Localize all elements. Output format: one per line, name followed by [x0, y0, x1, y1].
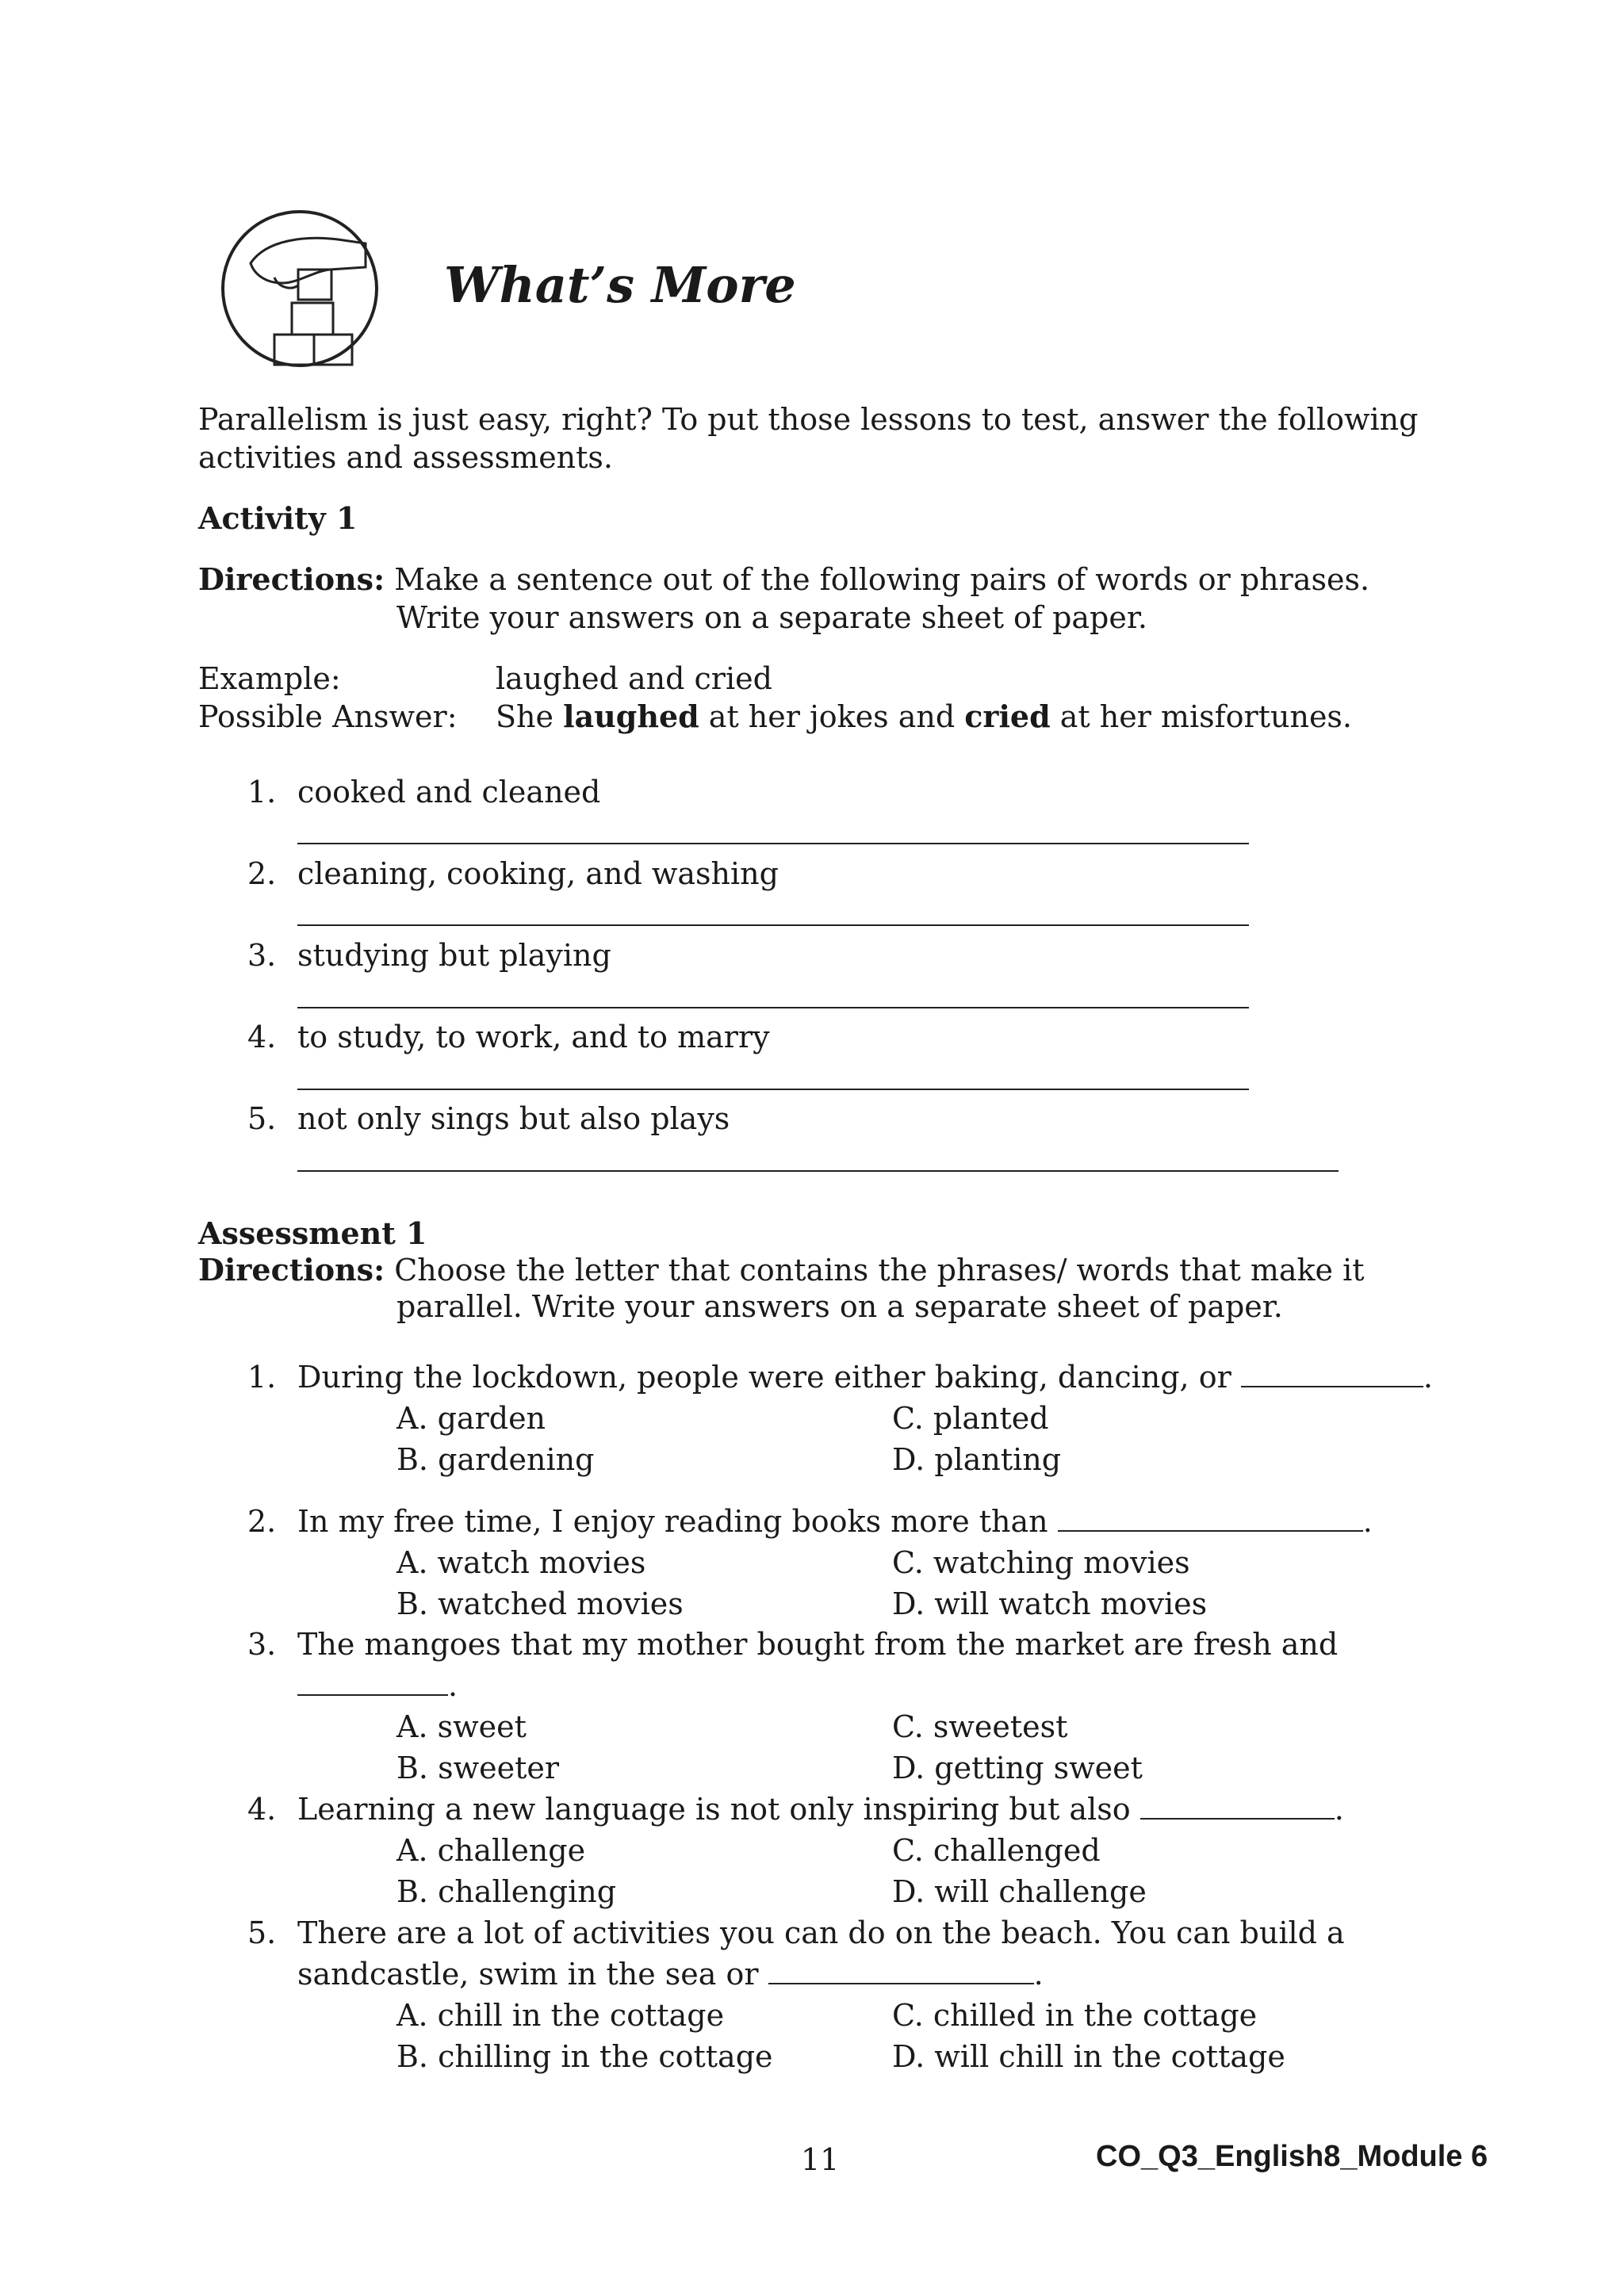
option-b[interactable]: B. sweeter	[396, 1751, 560, 1785]
answer-text: at her misfortunes.	[1050, 699, 1353, 734]
item-text: not only sings but also plays	[297, 1101, 730, 1136]
page-number: 11	[801, 2142, 840, 2177]
question-stem: There are a lot of activities you can do on the beach. You can build a	[297, 1915, 1345, 1950]
item-text: cooked and cleaned	[297, 775, 601, 809]
possible-answer	[496, 698, 1352, 736]
directions-label: Directions:	[198, 1252, 385, 1288]
question-stem: sandcastle, swim in the sea or	[297, 1957, 759, 1992]
answer-bold-word: laughed	[563, 698, 699, 734]
question-blank-line: .	[297, 1667, 458, 1705]
option-a[interactable]: A. watch movies	[396, 1545, 646, 1580]
intro-line-2: activities and assessments.	[198, 440, 614, 475]
module-code: CO_Q3_English8_Module 6	[1096, 2140, 1488, 2173]
blank	[1058, 1503, 1363, 1532]
option-b[interactable]: B. gardening	[396, 1442, 595, 1477]
question-stem: The mangoes that my mother bought from the market are fresh and	[297, 1627, 1339, 1662]
hand-stacking-blocks-icon	[219, 208, 381, 370]
item-number: 5.	[247, 1101, 277, 1136]
question-number: 3.	[247, 1627, 277, 1662]
question-number: 1.	[247, 1360, 277, 1395]
assessment-directions-line-2: parallel. Write your answers on a separate sheet of paper.	[396, 1289, 1283, 1324]
answer-line[interactable]	[297, 1007, 1249, 1008]
directions-text: Choose the letter that contains the phrases/ words that make it	[394, 1253, 1365, 1288]
answer-line[interactable]	[297, 924, 1249, 926]
option-c[interactable]: C. watching movies	[892, 1545, 1190, 1580]
blank	[1140, 1791, 1335, 1820]
blank	[1241, 1359, 1423, 1387]
question-number: 4.	[247, 1792, 277, 1827]
item-text: studying but playing	[297, 938, 611, 973]
question-stem: In my free time, I enjoy reading books more than	[297, 1504, 1048, 1539]
activity-directions-line-2: Write your answers on a separate sheet of paper.	[396, 600, 1147, 635]
page-title: What’s More	[444, 256, 796, 314]
assessment-directions	[198, 1251, 1365, 1289]
option-a[interactable]: A. chill in the cottage	[396, 1998, 725, 2033]
item-number: 3.	[247, 938, 277, 973]
question-text: Learning a new language is not only inspiring but also .	[297, 1792, 1344, 1827]
directions-label: Directions:	[198, 561, 385, 597]
question-text: During the lockdown, people were either baking, dancing, or .	[297, 1360, 1433, 1395]
possible-answer-label: Possible Answer:	[198, 699, 458, 734]
item-number: 2.	[247, 856, 277, 891]
option-b[interactable]: B. watched movies	[396, 1586, 684, 1621]
assessment-heading: Assessment 1	[198, 1215, 427, 1251]
option-d[interactable]: D. getting sweet	[892, 1751, 1143, 1785]
option-d[interactable]: D. will challenge	[892, 1874, 1147, 1909]
blank	[768, 1956, 1034, 1984]
option-d[interactable]: D. will chill in the cottage	[892, 2039, 1285, 2074]
answer-bold-word: cried	[964, 698, 1051, 734]
activity-directions	[198, 561, 1369, 599]
question-stem: Learning a new language is not only inspiring but also	[297, 1792, 1131, 1827]
item-number: 1.	[247, 775, 277, 809]
option-d[interactable]: D. planting	[892, 1442, 1062, 1477]
option-c[interactable]: C. challenged	[892, 1833, 1101, 1868]
question-text: sandcastle, swim in the sea or .	[297, 1957, 1044, 1992]
answer-text: She	[496, 699, 564, 734]
item-text: cleaning, cooking, and washing	[297, 856, 779, 891]
question-stem: During the lockdown, people were either baking, dancing, or	[297, 1360, 1231, 1395]
option-a[interactable]: A. garden	[396, 1401, 546, 1436]
item-text: to study, to work, and to marry	[297, 1020, 770, 1054]
option-b[interactable]: B. chilling in the cottage	[396, 2039, 773, 2074]
option-c[interactable]: C. chilled in the cottage	[892, 1998, 1258, 2033]
example-label: Example:	[198, 661, 341, 696]
activity-heading: Activity 1	[198, 500, 358, 536]
question-number: 5.	[247, 1915, 277, 1950]
option-b[interactable]: B. challenging	[396, 1874, 617, 1909]
option-d[interactable]: D. will watch movies	[892, 1586, 1208, 1621]
option-c[interactable]: C. sweetest	[892, 1709, 1068, 1744]
option-c[interactable]: C. planted	[892, 1401, 1049, 1436]
option-a[interactable]: A. challenge	[396, 1833, 586, 1868]
question-number: 2.	[247, 1504, 277, 1539]
question-text: In my free time, I enjoy reading books more than .	[297, 1504, 1373, 1539]
intro-line-1: Parallelism is just easy, right? To put those lessons to test, answer the following	[198, 402, 1419, 437]
blank	[297, 1667, 448, 1696]
answer-text: at her jokes and	[699, 699, 965, 734]
directions-text: Make a sentence out of the following pairs of words or phrases.	[394, 562, 1370, 597]
answer-line[interactable]	[297, 1089, 1249, 1090]
item-number: 4.	[247, 1020, 277, 1054]
option-a[interactable]: A. sweet	[396, 1709, 527, 1744]
answer-line[interactable]	[297, 1170, 1339, 1172]
answer-line[interactable]	[297, 843, 1249, 844]
example-value: laughed and cried	[496, 661, 772, 696]
